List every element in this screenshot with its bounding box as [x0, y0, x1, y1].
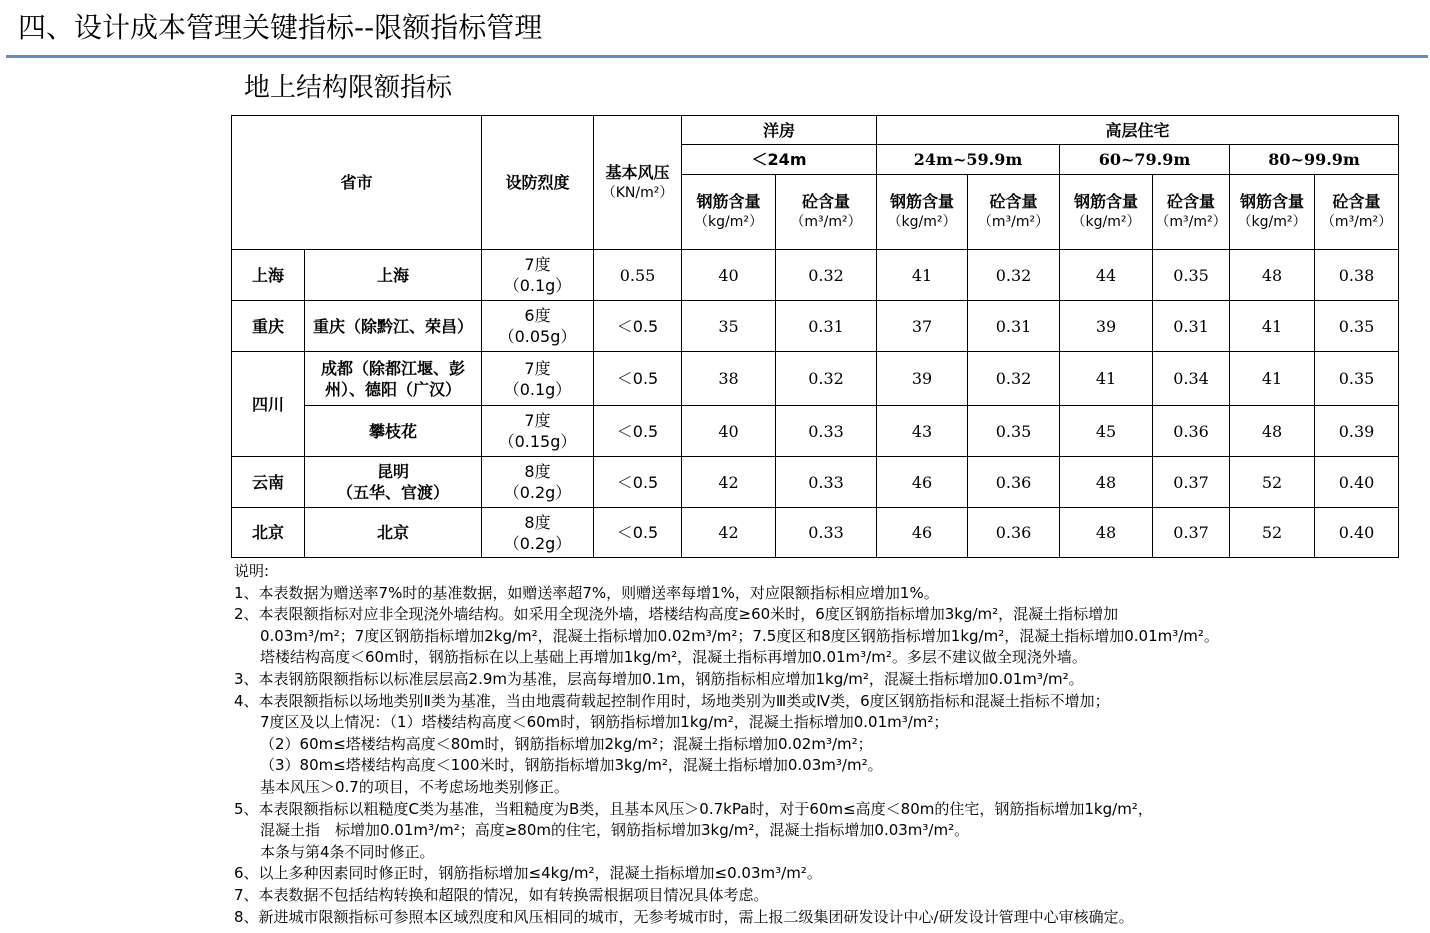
note-line: 2、本表限额指标对应非全现浇外墙结构。如采用全现浇外墙，塔楼结构高度≥60米时，6度区钢筋指标增加3kg/m²，混凝土指标增加	[234, 605, 1119, 624]
table-row	[232, 301, 1399, 352]
table-row	[232, 457, 1399, 508]
city-line-2: （五华、官渡）	[337, 483, 450, 502]
intensity-degree: 7度	[524, 358, 551, 378]
value-cell: 42	[682, 457, 776, 508]
value-cell: 39	[1060, 301, 1153, 352]
intensity-degree: 8度	[524, 462, 551, 481]
value-cell: 41	[1230, 352, 1315, 406]
wind-cell: ＜0.5	[594, 508, 682, 558]
wind-cell: ＜0.5	[594, 457, 682, 508]
header-highrise: 高层住宅	[877, 116, 1399, 145]
intensity-accel: （0.2g）	[503, 483, 572, 502]
value-cell: 45	[1060, 406, 1153, 457]
wind-cell: 0.55	[594, 250, 682, 301]
wind-cell: ＜0.5	[594, 301, 682, 352]
header-wind-pressure	[594, 116, 682, 250]
intensity-cell	[482, 457, 594, 508]
value-cell: 40	[682, 406, 776, 457]
header-steel-label: 钢筋含量	[890, 192, 955, 211]
header-steel-label: 钢筋含量	[1074, 192, 1139, 211]
page-title: 四、设计成本管理关键指标--限额指标管理	[18, 11, 543, 44]
note-line: 7度区及以上情况：（1）塔楼结构高度＜60m时，钢筋指标增加1kg/m²，混凝土指标增加0.01m³/m²；	[260, 713, 949, 732]
value-cell: 40	[682, 250, 776, 301]
header-concrete-label: 砼含量	[989, 192, 1038, 211]
header-steel	[877, 175, 968, 250]
note-line: 基本风压＞0.7的项目，不考虑场地类别修正。	[260, 777, 569, 796]
table-row	[232, 352, 1399, 406]
header-steel	[1060, 175, 1153, 250]
value-cell: 0.32	[776, 352, 877, 406]
value-cell: 0.31	[776, 301, 877, 352]
province-cell: 上海	[232, 250, 305, 301]
intensity-cell	[482, 250, 594, 301]
value-cell: 42	[682, 508, 776, 558]
wind-cell: ＜0.5	[594, 352, 682, 406]
intensity-cell	[482, 352, 594, 406]
value-cell: 0.32	[968, 352, 1060, 406]
value-cell: 0.31	[968, 301, 1060, 352]
province-cell: 重庆	[232, 301, 305, 352]
header-steel-unit: （kg/m²）	[1237, 214, 1307, 230]
city-cell: 攀枝花	[305, 406, 482, 457]
value-cell: 0.33	[776, 457, 877, 508]
value-cell: 0.39	[1315, 406, 1399, 457]
city-cell: 北京	[305, 508, 482, 558]
header-steel	[1230, 175, 1315, 250]
header-concrete	[1315, 175, 1399, 250]
header-steel-unit: （kg/m²）	[694, 214, 763, 230]
note-line: 3、本表钢筋限额指标以标准层层高2.9m为基准，层高每增加0.1m，钢筋指标相应增加1kg/m²，混凝土指标增加0.01m³/m²。	[234, 669, 1084, 688]
table-title: 地上结构限额指标	[244, 73, 453, 103]
city-cell: 上海	[305, 250, 482, 301]
note-line: 塔楼结构高度＜60m时，钢筋指标在以上基础上再增加1kg/m²，混凝土指标再增加0.01m³/m²。多层不建议做全现浇外墙。	[260, 648, 1087, 667]
value-cell: 41	[1060, 352, 1153, 406]
header-concrete	[776, 175, 877, 250]
intensity-cell	[482, 301, 594, 352]
header-concrete-unit: （m³/m²）	[790, 214, 862, 230]
value-cell: 0.33	[776, 406, 877, 457]
note-line: （3）80m≤塔楼结构高度＜100米时，钢筋指标增加3kg/m²，混凝土指标增加0.03m³/m²。	[260, 756, 883, 775]
header-24-59: 24m~59.9m	[877, 145, 1060, 175]
note-line: 6、以上多种因素同时修正时，钢筋指标增加≤4kg/m²，混凝土指标增加≤0.03m³/m²。	[234, 864, 822, 883]
value-cell: 0.37	[1153, 508, 1230, 558]
value-cell: 35	[682, 301, 776, 352]
header-concrete-label: 砼含量	[1167, 192, 1216, 211]
title-divider	[6, 55, 1428, 58]
header-60-79: 60~79.9m	[1060, 145, 1230, 175]
note-line: 混凝土指 标增加0.01m³/m²；高度≥80m的住宅，钢筋指标增加3kg/m²，混凝土指标增加0.03m³/m²。	[260, 821, 970, 840]
value-cell: 46	[877, 508, 968, 558]
header-concrete-label: 砼含量	[802, 192, 851, 211]
header-intensity: 设防烈度	[482, 116, 594, 250]
value-cell: 0.38	[1315, 250, 1399, 301]
header-villa: 洋房	[682, 116, 877, 145]
note-line: 本条与第4条不同时修正。	[260, 842, 435, 861]
intensity-accel: （0.2g）	[503, 533, 572, 553]
value-cell: 52	[1230, 457, 1315, 508]
value-cell: 0.37	[1153, 457, 1230, 508]
value-cell: 43	[877, 406, 968, 457]
value-cell: 0.32	[776, 250, 877, 301]
value-cell: 0.35	[1315, 301, 1399, 352]
province-cell: 云南	[232, 457, 305, 508]
notes-heading: 说明:	[234, 562, 270, 580]
header-wind-unit: （KN/m²）	[601, 184, 674, 201]
table-header-row	[232, 116, 1399, 145]
intensity-degree: 8度	[524, 512, 551, 532]
note-line: 0.03m³/m²；7度区钢筋指标增加2kg/m²，混凝土指标增加0.02m³/m²；7.5度区和8度区钢筋指标增加1kg/m²，混凝土指标增加0.01m³/m²。	[260, 626, 1219, 645]
header-steel-label: 钢筋含量	[1240, 192, 1305, 211]
header-concrete-label: 砼含量	[1332, 192, 1381, 211]
table-row	[232, 250, 1399, 301]
intensity-cell	[482, 406, 594, 457]
header-steel-label: 钢筋含量	[696, 192, 761, 211]
header-80-99: 80~99.9m	[1230, 145, 1399, 175]
header-concrete	[968, 175, 1060, 250]
note-line: （2）60m≤塔楼结构高度＜80m时，钢筋指标增加2kg/m²；混凝土指标增加0.02m³/m²；	[260, 734, 873, 753]
value-cell: 0.34	[1153, 352, 1230, 406]
value-cell: 0.31	[1153, 301, 1230, 352]
city-cell: 重庆（除黔江、荣昌）	[305, 301, 482, 352]
intensity-degree: 7度	[524, 411, 551, 430]
city-cell	[305, 457, 482, 508]
value-cell: 39	[877, 352, 968, 406]
intensity-degree: 6度	[524, 306, 551, 325]
intensity-accel: （0.15g）	[498, 432, 577, 451]
value-cell: 46	[877, 457, 968, 508]
intensity-degree: 7度	[524, 255, 551, 274]
city-line-1: 昆明	[377, 462, 410, 481]
header-wind-label: 基本风压	[605, 162, 670, 182]
value-cell: 37	[877, 301, 968, 352]
value-cell: 48	[1230, 250, 1315, 301]
value-cell: 48	[1060, 457, 1153, 508]
city-cell: 成都（除都江堰、彭州）、德阳（广汉）	[305, 352, 482, 406]
value-cell: 44	[1060, 250, 1153, 301]
note-line: 8、新进城市限额指标可参照本区域烈度和风压相同的城市，无参考城市时，需上报二级集团研发设计中心/研发设计管理中心审核确定。	[234, 907, 1134, 926]
value-cell: 0.40	[1315, 457, 1399, 508]
value-cell: 41	[1230, 301, 1315, 352]
header-concrete	[1153, 175, 1230, 250]
province-cell: 四川	[232, 352, 305, 457]
value-cell: 0.35	[968, 406, 1060, 457]
header-concrete-unit: （m³/m²）	[1155, 214, 1227, 230]
header-province-city: 省市	[232, 116, 482, 250]
value-cell: 48	[1230, 406, 1315, 457]
header-concrete-unit: （m³/m²）	[1320, 214, 1393, 230]
note-line: 5、本表限额指标以粗糙度C类为基准，当粗糙度为B类，且基本风压＞0.7kPa时，对于60m≤高度＜80m的住宅，钢筋指标增加1kg/m²，	[234, 799, 1153, 818]
value-cell: 0.36	[968, 508, 1060, 558]
wind-cell: ＜0.5	[594, 406, 682, 457]
value-cell: 52	[1230, 508, 1315, 558]
header-steel-unit: （kg/m²）	[1071, 214, 1141, 230]
province-cell: 北京	[232, 508, 305, 558]
table-row	[232, 406, 1399, 457]
value-cell: 41	[877, 250, 968, 301]
intensity-accel: （0.1g）	[503, 379, 572, 399]
limits-table	[231, 115, 1399, 558]
header-concrete-unit: （m³/m²）	[977, 214, 1050, 230]
intensity-cell	[482, 508, 594, 558]
note-line: 7、本表数据不包括结构转换和超限的情况，如有转换需根据项目情况具体考虑。	[234, 885, 769, 904]
value-cell: 48	[1060, 508, 1153, 558]
value-cell: 0.36	[1153, 406, 1230, 457]
value-cell: 0.35	[1315, 352, 1399, 406]
table-row	[232, 508, 1399, 558]
value-cell: 0.32	[968, 250, 1060, 301]
header-steel-unit: （kg/m²）	[887, 214, 957, 230]
header-steel	[682, 175, 776, 250]
value-cell: 0.33	[776, 508, 877, 558]
note-line: 4、本表限额指标以场地类别Ⅱ类为基准，当由地震荷载起控制作用时，场地类别为Ⅲ类或Ⅳ类，6度区钢筋指标和混凝土指标不增加；	[234, 691, 1110, 710]
value-cell: 0.36	[968, 457, 1060, 508]
note-line: 1、本表数据为赠送率7%时的基准数据，如赠送率超7%，则赠送率每增1%，对应限额指标相应增加1%。	[234, 583, 939, 602]
header-lt24: ＜24m	[682, 145, 877, 175]
intensity-accel: （0.1g）	[503, 276, 572, 295]
intensity-accel: （0.05g）	[498, 327, 577, 346]
notes-section	[234, 561, 1424, 928]
value-cell: 38	[682, 352, 776, 406]
value-cell: 0.40	[1315, 508, 1399, 558]
value-cell: 0.35	[1153, 250, 1230, 301]
